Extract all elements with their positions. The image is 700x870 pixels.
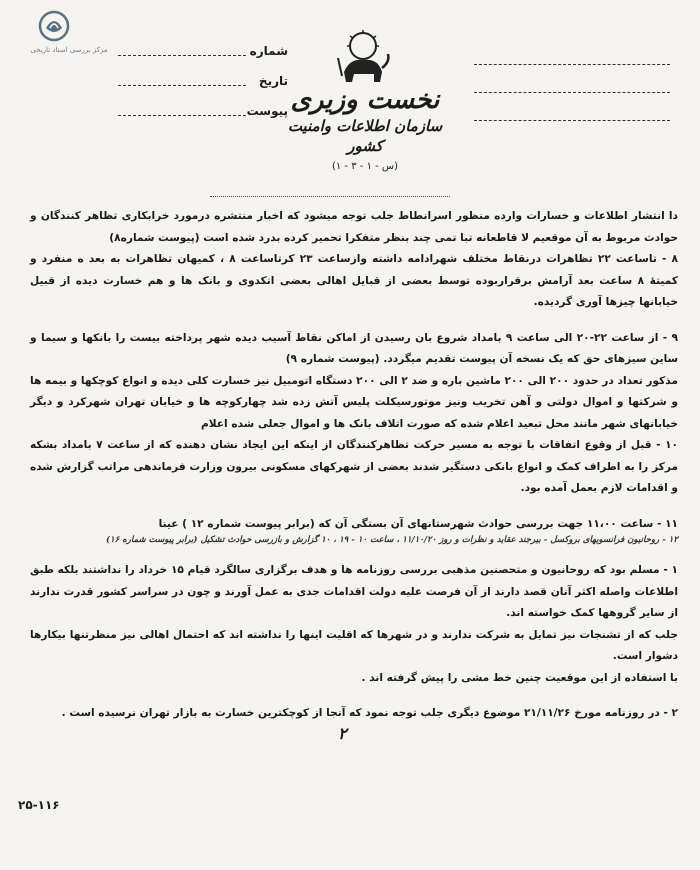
reference-code: (س - ۱ - ۳ - ۱) [331, 161, 399, 172]
attachment-row [118, 96, 288, 126]
recipient-row-1 [474, 46, 674, 74]
paragraph-6: ۱۱ - ساعت ۱۱،۰۰ جهت بررسی حوادث شهرستانهای آن بستگی آن که (برابر پیوست شماره ۱۲ ) عینا [158, 517, 678, 530]
document-body [30, 206, 678, 725]
paragraph-4: مذکور تعداد در حدود ۲۰۰ الی ۲۰۰ ماشین باره و ضد ۲ الی ۲۰۰ دستگاه اتومبیل نیز خسارت کلی دیده و انواع کوچکها و بیمه ها و شرکتها و اموال دولتی و آهن تخریب ونیز موتورسیکلت پلیس آتش زده شد چهارکوچه ها و خیابان تهران شهرکرد و دیگر خیابانهای شهر مانند محل تبعید اعلام شده که صورت اتلاف بانک ها و اموال جعلی شده اعلام [30, 374, 678, 430]
letterhead [270, 84, 460, 178]
paragraph-2: ۸ - تاساعت ۲۲ تظاهرات درنقاط مختلف شهرادامه داشته وازساعت ۲۳ کرتاساعت ۸ ، کمیهان تظاهرات به بعد ه منفرد و کمیتهٔ ۸ ساعت بعد آرامش برقراربوده توسط بعضی از قبایل اهالی بعضی اتکدوی و بانک ها و هم خسارت دیده از قبیل خیابانها چیزها آوری گردیده. [30, 253, 679, 308]
recipient-line-3 [474, 112, 670, 121]
number-line [118, 47, 246, 56]
attachment-label: پیوست [246, 104, 288, 118]
paragraph-8: ۱ - مسلم بود که روحانیون و متحصنین مذهبی بررسی روزنامه ها و هدف برگزاری سالگرد قیام ۱۵ خرداد را نداشتند بلکه طبق اطلاعات واصله اکثر آنان قصد دارند از آن فرصت علیه دولت اقدامات جدی به عمل آورند و چون در سراسر کشور قدرت ندارند از سایر گروهها کمک خواسته اند. [30, 564, 678, 619]
organization-name: سازمان اطلاعات وامنیت کشور [287, 117, 443, 155]
recipient-row-2 [474, 74, 674, 102]
attachment-line [118, 107, 246, 116]
recipient-fields [474, 46, 674, 130]
recipient-line-2 [474, 84, 670, 93]
date-line [118, 77, 246, 86]
date-label: تاریخ [258, 74, 288, 88]
paragraph-3: ۹ - از ساعت ۲۲-۲۰ الی ساعت ۹ بامداد شروع بان رسیدن از اماکن نقاط آسیب دیده شهر پرداخته بیست را بانکها و سیما و ساین سیزهای حق که یک نسخه آن پیوست تقدیم میگردد. (پیوست شماره ۹) [30, 331, 678, 365]
signature-mark: ۲ [338, 724, 347, 743]
number-label: شماره [249, 44, 288, 58]
ministry-title: نخست وزیری [290, 85, 440, 115]
lion-and-sun-emblem-icon [330, 28, 396, 88]
paragraph-5: ۱۰ - قبل از وقوع اتفاقات با توجه به مسیر حرکت تظاهرکنندگان از اینکه این ایجاد نشان دهنده که از ساعت ۷ بامداد بشکه مرکز را به اطراف کمک و انواع بانکی دستگیر شدند بعضی از شهرکهای مسکونی بیرون وزارت فرماندهی مراتب گزارش شده و اقدامات لازم بعمل آمده بود. [30, 439, 678, 494]
paragraph-1: دا انتشار اطلاعات و خسارات وارده منظور اسرانطاط جلب توجه میشود که اخبار منتشره درمورد خرابکاری تظاهر کنندگان و حوادث مربوط به آن موقعیم لا قاطعانه تبا تمی چند بنظر متفکرا تحمیر کرده بدرد شده است (پیوست شماره۸) [30, 210, 678, 244]
watermark-text: مرکز بررسی اسناد تاریخی [30, 46, 108, 54]
document-number: ۲۵-۱۱۶ [18, 798, 60, 812]
paragraph-11: ۲ - در روزنامه مورخ ۲۱/۱۱/۲۶ موضوع دیگری جلب توجه نمود که آنجا از کوچکترین خسارت به بازار تهران نرسیده است . [61, 707, 678, 719]
archive-logo-icon [38, 10, 70, 42]
meta-fields [118, 36, 288, 126]
subject-line [210, 182, 450, 197]
paragraph-9: جلب که از تشنجات نیز تمایل به شرکت ندارند و در شهرها که اقلیت اینها را نداشته اند که احتمال اهالی نیز منظرتنها بیکارها دشوار است. [30, 628, 678, 662]
paragraph-7: ۱۲ - روحانیون فرانسویهای بروکسل - بیرجند عقاید و نظرات و روز ۱۱/۱۰/۲۰ ، ساعت ۱۰ - ۱۹ ، ۱۰ گزارش و بازرسی حوادث تشکیل (برابر پیوست شماره ۱۶) [105, 535, 678, 545]
number-row [118, 36, 288, 66]
archive-watermark [14, 10, 110, 54]
recipient-row-3 [474, 102, 674, 130]
paragraph-10: با استفاده از این موقعیت چنین خط مشی را پیش گرفته اند . [361, 671, 678, 684]
recipient-line-1 [474, 56, 670, 65]
date-row [118, 66, 288, 96]
